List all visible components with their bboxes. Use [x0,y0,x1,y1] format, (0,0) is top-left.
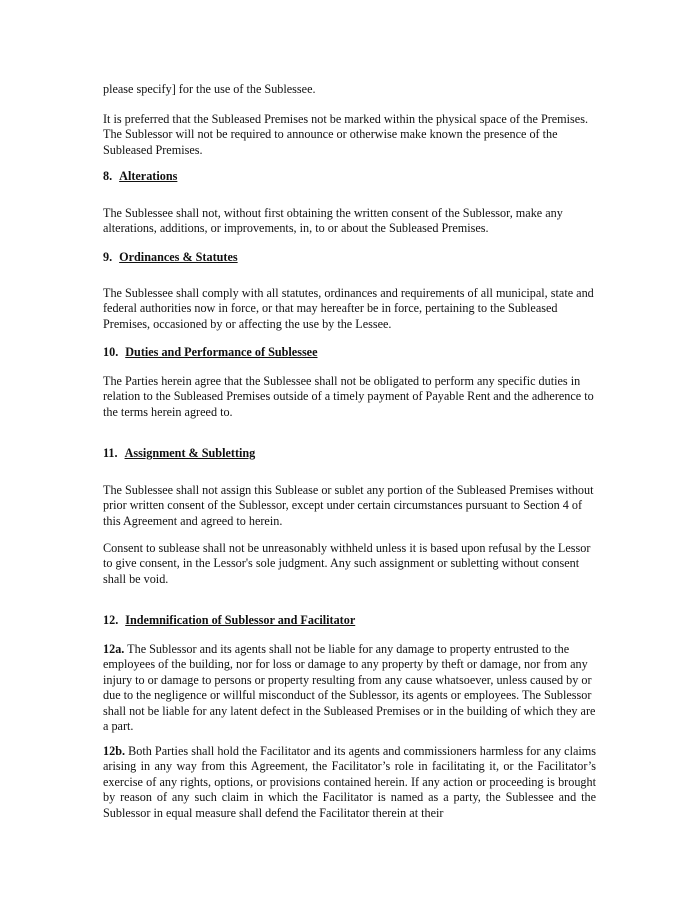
section-10-heading [103,345,318,360]
clause-12b-text: Both Parties shall hold the Facilitator and its agents and commissioners harmless for any claims arising in any way from this Agreement, the Facilitator’s role in facilitating it, or the Facilitator’s exercise of any rights, options, or provisions contained herein. If any action or proceeding is brought by reason of any such claim in which the Facilitator is named as a party, the Sublessee and the Sublessor in equal measure shall defend the Facilitator therein at their [103,744,596,820]
section-10-title: Duties and Performance of Sublessee [125,345,318,359]
assignment-paragraph: The Sublessee shall not assign this Sublease or sublet any portion of the Subleased Premises without prior written consent of the Sublessor, except under certain circumstances pursuant to Section 4 of this Agreement and agreed to herein. [103,483,594,528]
indemnification-12b-paragraph [103,744,596,821]
section-12-number: 12. [103,613,119,627]
section-9-heading [103,250,238,265]
clause-12a-label: 12a. [103,642,125,656]
section-11-title: Assignment & Subletting [124,446,256,460]
duties-paragraph: The Parties herein agree that the Sublessee shall not be obligated to perform any specific duties in relation to the Subleased Premises outside of a timely payment of Payable Rent and the adherence to the terms herein agreed to. [103,374,594,419]
section-8-title: Alterations [119,169,178,183]
clause-12a-text: The Sublessor and its agents shall not be liable for any damage to property entrusted to the employees of the building, nor for loss or damage to any property by theft or damage, nor from any injury to or damage to persons or property resulting from any cause whatsoever, unless caused by or due to the negligence or willful misconduct of the Sublessor, its agents or employees. The Sublessor shall not be liable for any latent defect in the Subleased Premises or in the building of which they are a part. [103,642,596,734]
consent-paragraph: Consent to sublease shall not be unreasonably withheld unless it is based upon refusal by the Lessor to give consent, in the Lessor's sole judgment. Any such assignment or subletting without consent shall be void. [103,541,591,586]
preferred-marking-paragraph: It is preferred that the Subleased Premises not be marked within the physical space of the Premises. The Sublessor will not be required to announce or otherwise make known the presence of the Subleased Premises. [103,112,588,157]
section-10-number: 10. [103,345,119,359]
section-9-number: 9. [103,250,113,264]
section-11-heading [103,446,255,461]
indemnification-12a-paragraph [103,642,596,734]
section-8-number: 8. [103,169,113,183]
section-12-title: Indemnification of Sublessor and Facilitator [125,613,356,627]
section-8-heading [103,169,177,184]
alterations-paragraph: The Sublessee shall not, without first obtaining the written consent of the Sublessor, make any alterations, additions, or improvements, in, to or about the Subleased Premises. [103,206,563,236]
clause-12b-label: 12b. [103,744,126,758]
intro-continuation-paragraph: please specify] for the use of the Sublessee. [103,82,316,96]
section-11-number: 11. [103,446,118,460]
section-9-title: Ordinances & Statutes [119,250,238,264]
section-12-heading [103,613,355,628]
ordinances-paragraph: The Sublessee shall comply with all statutes, ordinances and requirements of all municipal, state and federal authorities now in force, or that may hereafter be in force, pertaining to the Subleased Premises, occasioned by or affecting the use by the Lessee. [103,286,594,331]
